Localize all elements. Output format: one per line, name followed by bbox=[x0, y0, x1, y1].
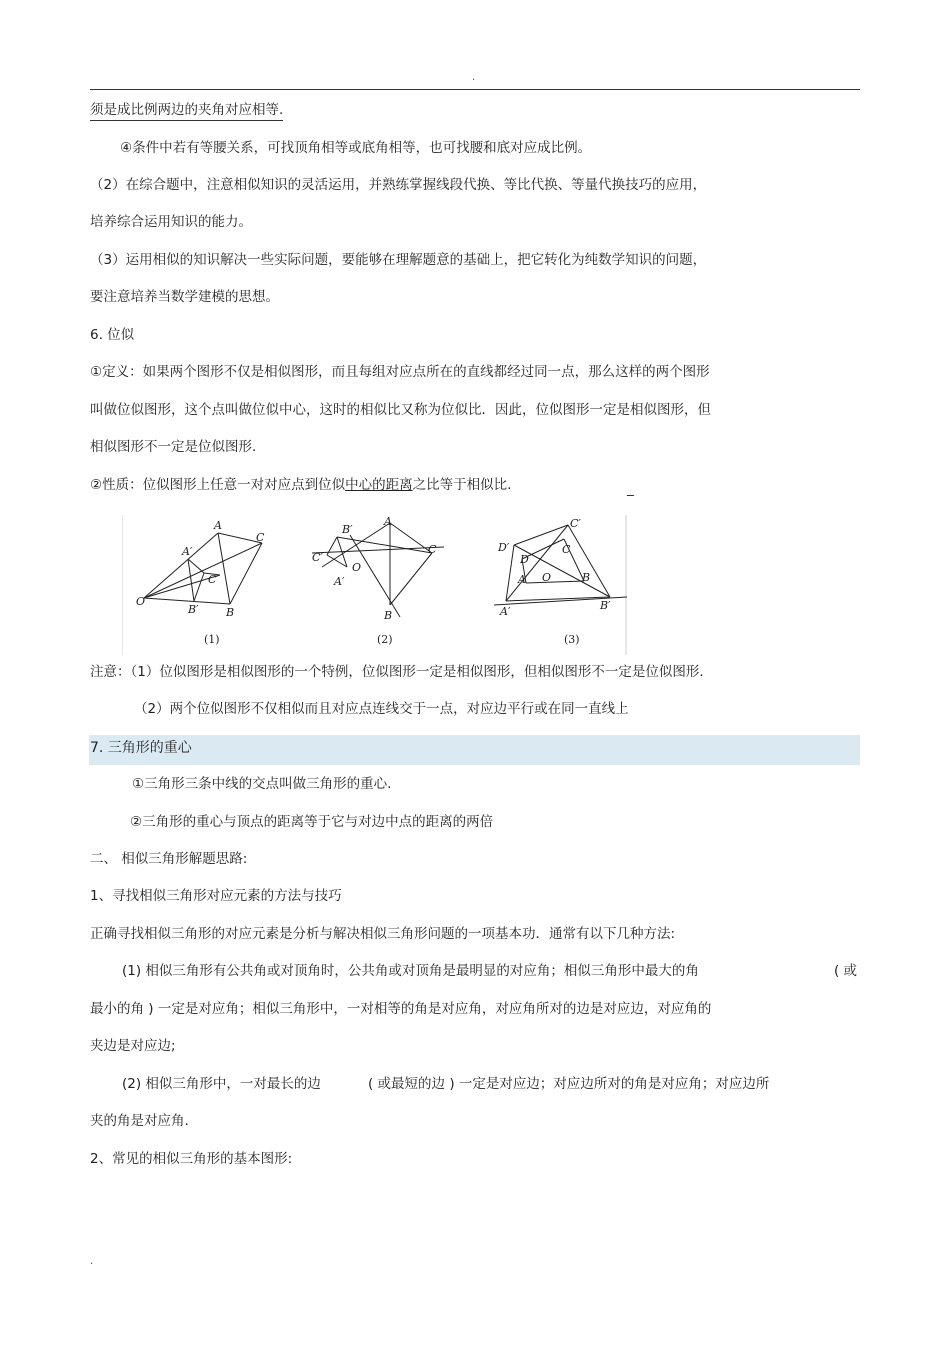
f3-label-C: C bbox=[562, 543, 571, 556]
figure-3-caption: (3) bbox=[564, 633, 580, 646]
property-text-c: 之比等于相似比. bbox=[412, 477, 512, 493]
f3-label-D1: D′ bbox=[498, 541, 510, 554]
f1-label-B1: B′ bbox=[188, 603, 199, 616]
property-text-a: ②性质：位似图形上任意一对对应点到位似 bbox=[90, 477, 346, 493]
f3-label-D: D bbox=[520, 553, 529, 566]
f1-label-C: C bbox=[256, 531, 265, 544]
method-2-line-1b: ( 或最短的边 ) 一定是对应边；对应边所对的角是对应角；对应边所 bbox=[368, 1076, 770, 1092]
f1-label-B: B bbox=[226, 606, 235, 619]
figure-3 bbox=[494, 525, 627, 605]
footer-dot: . bbox=[90, 1256, 94, 1267]
method-1-line-2: 最小的角 ) 一定是对应角；相似三角形中，一对相等的角是对应角，对应角所对的边是对应边，对应角的 bbox=[90, 1001, 712, 1017]
header-dot: . bbox=[472, 72, 476, 83]
f2-label-A: A bbox=[384, 515, 392, 528]
intro-line: 正确寻找相似三角形的对应元素是分析与解决相似三角形问题的一项基本功．通常有以下几种方法: bbox=[90, 926, 676, 942]
centroid-line-1: ①三角形三条中线的交点叫做三角形的重心. bbox=[132, 776, 392, 792]
line-3: （2）在综合题中，注意相似知识的灵活运用，并熟练掌握线段代换、等比代换、等量代换技巧的应用， bbox=[90, 177, 707, 193]
section-7-title: 7. 三角形的重心 bbox=[90, 740, 192, 756]
f3-label-C1: C′ bbox=[570, 517, 581, 530]
line-4: 培养综合运用知识的能力。 bbox=[90, 214, 252, 230]
f1-label-A1: A′ bbox=[182, 545, 193, 558]
header-rule bbox=[90, 89, 860, 90]
property-text-underlined: 中心的距离 bbox=[345, 477, 413, 493]
method-1-line-1a: (1) 相似三角形有公共角或对顶角时，公共角或对顶角是最明显的对应角；相似三角形中最大的角 bbox=[122, 963, 699, 979]
f2-label-B1: B′ bbox=[342, 523, 353, 536]
note-line-1: 注意：（1）位似图形是相似图形的一个特例，位似图形一定是相似图形，但相似图形不一定是位似图形. bbox=[90, 664, 704, 680]
method-2-line-1a: (2) 相似三角形中，一对最长的边 bbox=[122, 1076, 321, 1092]
method-1-line-3: 夹边是对应边; bbox=[90, 1038, 176, 1054]
subsection-2-title: 2、常见的相似三角形的基本图形: bbox=[90, 1151, 293, 1167]
f3-label-B1: B′ bbox=[600, 599, 611, 612]
property-mark: _ bbox=[627, 481, 634, 497]
note-line-2: （2）两个位似图形不仅相似而且对应点连线交于一点，对应边平行或在同一直线上 bbox=[134, 701, 629, 717]
definition-line-2: 叫做位似图形，这个点叫做位似中心，这时的相似比又称为位似比．因此，位似图形一定是相似图形，但 bbox=[90, 402, 711, 418]
f2-label-A1: A′ bbox=[334, 575, 345, 588]
f3-label-B: B bbox=[582, 571, 591, 584]
definition-line-3: 相似图形不一定是位似图形. bbox=[90, 439, 257, 455]
section-6-title: 6. 位似 bbox=[90, 327, 135, 343]
f2-label-C: C bbox=[428, 543, 437, 556]
f3-label-A: A bbox=[518, 573, 526, 586]
f2-label-O: O bbox=[352, 561, 362, 574]
method-2-line-2: 夹的角是对应角. bbox=[90, 1113, 189, 1129]
f1-label-O: O bbox=[136, 595, 146, 608]
property-line bbox=[90, 476, 511, 494]
centroid-line-2: ②三角形的重心与顶点的距离等于它与对边中点的距离的两倍 bbox=[130, 814, 494, 830]
f3-label-O: O bbox=[542, 571, 552, 584]
figure-2 bbox=[312, 523, 444, 617]
f2-label-C1: C′ bbox=[312, 551, 323, 564]
line-1: 须是成比例两边的夹角对应相等. bbox=[90, 101, 283, 121]
f1-label-A: A bbox=[214, 519, 222, 532]
homothety-figures bbox=[122, 515, 627, 655]
definition-line-1: ①定义：如果两个图形不仅是相似图形，而且每组对应点所在的直线都经过同一点，那么这样的两个图形 bbox=[90, 364, 710, 380]
f2-label-B: B bbox=[384, 609, 393, 622]
section-2-title: 二、 相似三角形解题思路: bbox=[90, 851, 248, 867]
line-6: 要注意培养当数学建模的思想。 bbox=[90, 289, 279, 305]
section-7-highlight bbox=[89, 735, 860, 765]
figure-1 bbox=[144, 533, 262, 604]
f1-label-C1: C′ bbox=[208, 573, 219, 586]
subsection-1-title: 1、寻找相似三角形对应元素的方法与技巧 bbox=[90, 888, 342, 904]
method-1-line-1b: ( 或 bbox=[834, 963, 858, 979]
line-5: （3）运用相似的知识解决一些实际问题，要能够在理解题意的基础上，把它转化为纯数学知识的问题， bbox=[90, 252, 707, 268]
figure-1-caption: (1) bbox=[204, 633, 220, 646]
figure-2-caption: (2) bbox=[377, 633, 393, 646]
line-2: ④条件中若有等腰关系，可找顶角相等或底角相等，也可找腰和底对应成比例。 bbox=[120, 140, 592, 156]
f3-label-A1: A′ bbox=[500, 605, 511, 618]
